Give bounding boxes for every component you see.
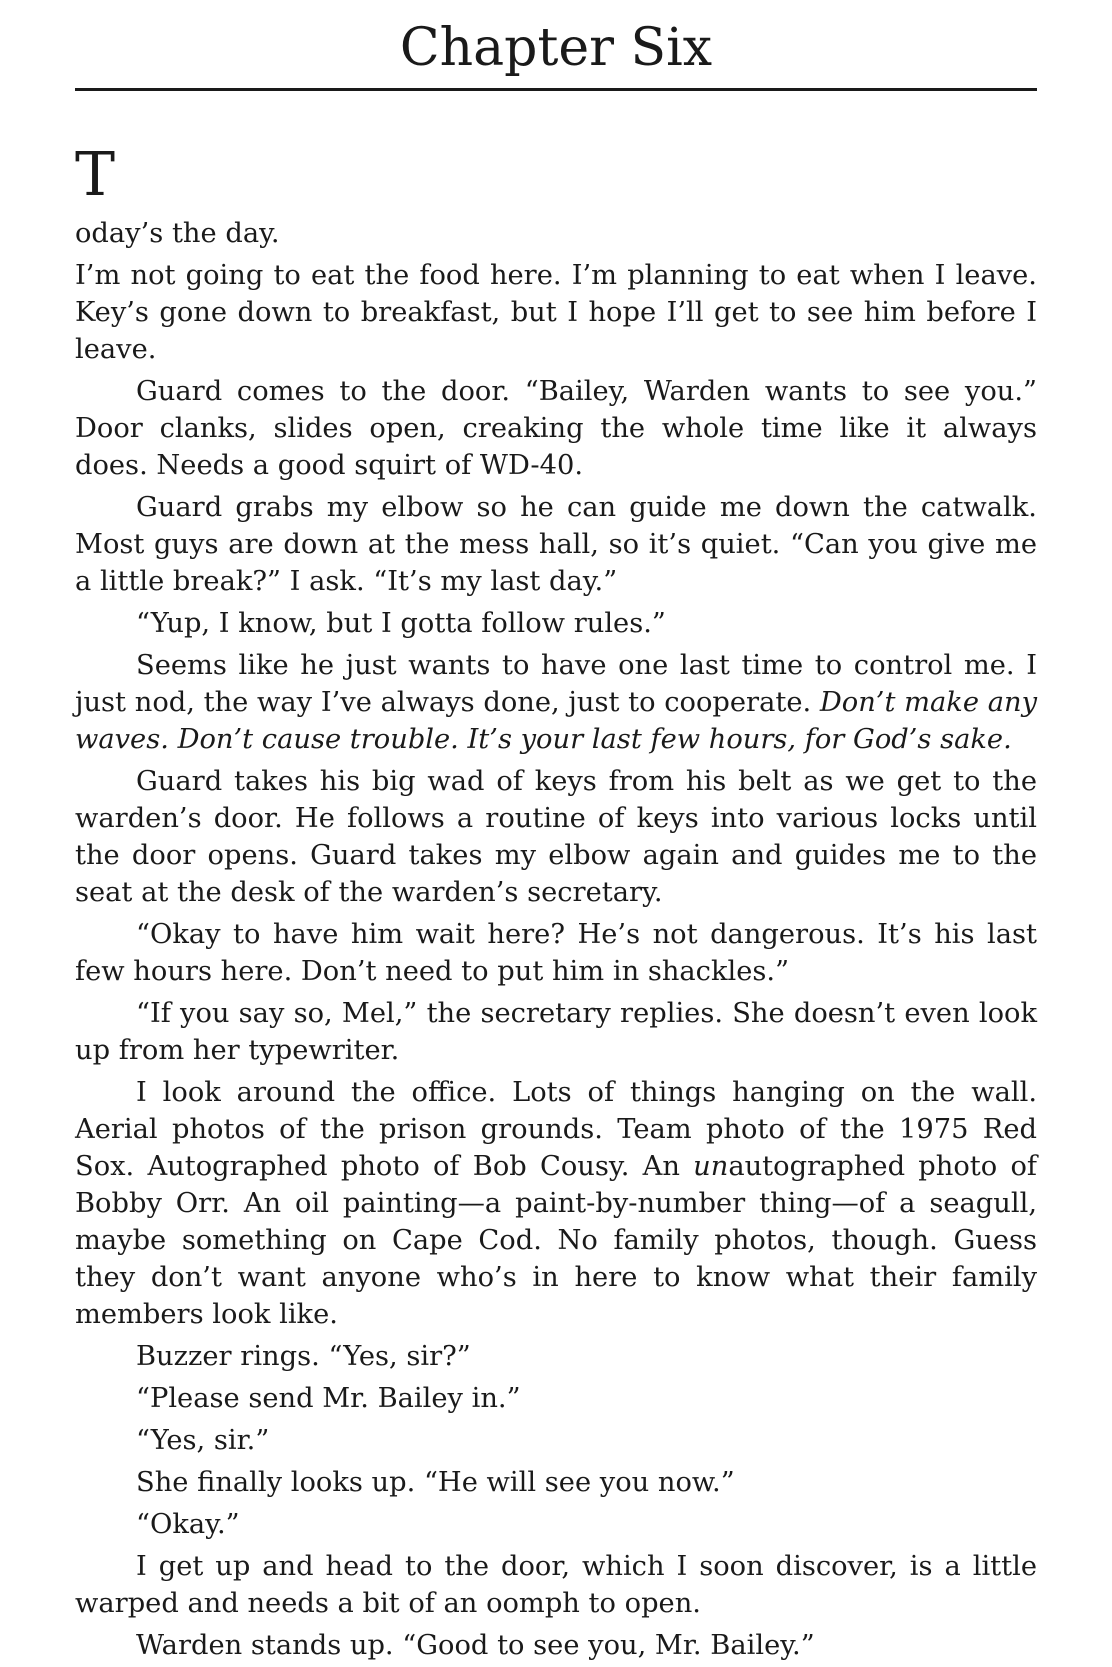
paragraph: I’m not going to eat the food here. I’m planning to eat when I leave. Key’s gone down to breakfast, but I hope I’ll get to see him before I leave.	[75, 260, 1037, 365]
paragraph: “Please send Mr. Bailey in.”	[136, 1383, 521, 1414]
paragraph: “If you say so, Mel,” the secretary replies. She doesn’t even look up from her typewriter.	[75, 998, 1037, 1066]
paragraph-text: I look around the office. Lots of things hanging on the wall. Aerial photos of the prison grounds. Team photo of the 1975 Red Sox. Autographed photo of Bob Cousy. An	[75, 1077, 1037, 1182]
paragraph: “Yup, I know, but I gotta follow rules.”	[136, 608, 666, 639]
drop-cap: T	[75, 140, 116, 210]
paragraph: Guard takes his big wad of keys from his belt as we get to the warden’s door. He follows a routine of keys into various locks until the door opens. Guard takes my elbow again and guides me to the seat at the desk of the warden’s secretary.	[75, 766, 1037, 908]
paragraph: She finally looks up. “He will see you now.”	[136, 1467, 735, 1498]
paragraph: I get up and head to the door, which I soon discover, is a little warped and needs a bit of an oomph to open.	[75, 1551, 1037, 1619]
paragraph	[75, 647, 1037, 758]
italic-thought: Don’t make any waves. Don’t cause trouble. It’s your last few hours, for God’s sake.	[75, 687, 1038, 755]
paragraph: Guard grabs my elbow so he can guide me down the catwalk. Most guys are down at the mess hall, so it’s quiet. “Can you give me a little break?” I ask. “It’s my last day.”	[75, 492, 1037, 597]
body-text	[75, 215, 1037, 1664]
paragraph-text: autographed photo of Bobby Orr. An oil painting—a paint-by-number thing—of a seagull, maybe something on Cape Cod. No family photos, though. Guess they don’t want anyone who’s in here to know what their family members look like.	[75, 1151, 1037, 1330]
chapter-title: Chapter Six	[75, 0, 1037, 91]
paragraph: Warden stands up. “Good to see you, Mr. Bailey.”	[136, 1630, 815, 1661]
paragraph	[75, 1074, 1037, 1333]
paragraph: oday’s the day.	[75, 218, 280, 249]
paragraph: Guard comes to the door. “Bailey, Warden wants to see you.” Door clanks, slides open, creaking the whole time like it always does. Needs a good squirt of WD-40.	[75, 376, 1037, 481]
paragraph: “Yes, sir.”	[136, 1425, 270, 1456]
paragraph-text: Seems like he just wants to have one last time to control me. I just nod, the way I’ve always done, just to cooperate.	[75, 650, 1037, 718]
paragraph: Buzzer rings. “Yes, sir?”	[136, 1341, 471, 1372]
paragraph: “Okay to have him wait here? He’s not dangerous. It’s his last few hours here. Don’t need to put him in shackles.”	[75, 919, 1037, 987]
italic-emphasis: un	[693, 1151, 729, 1182]
paragraph: “Okay.”	[136, 1509, 240, 1540]
